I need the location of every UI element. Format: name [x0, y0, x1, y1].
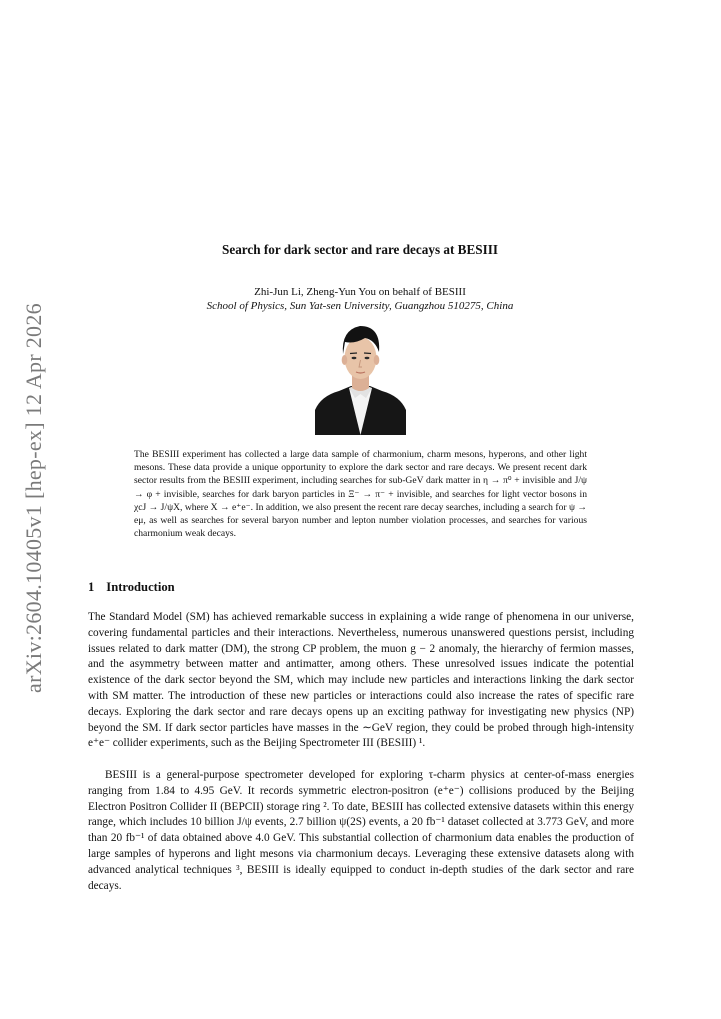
- paragraph-text: The Standard Model (SM) has achieved remarkable success in explaining a wide range of phenomena in our universe, covering fundamental particles and their interactions. Nevertheless, numerous unanswered questions persist, including issues related to dark matter (DM), the strong CP problem, the muon g − 2 anomaly, the hierarchy of fermion masses, and the asymmetry between matter and antimatter, among others. These unresolved issues indicate the potential existence of the dark sector beyond the SM, which may include new particles and interactions linking the dark sector with SM matter. The introduction of these new particles or interactions could also increase the rates of specific rare decays. Exploring the dark sector and rare decays opens up an exciting pathway for investigating new physics (NP) beyond the SM. If dark sector particles have masses in the ∼GeV region, they could be probed through high-intensity e⁺e⁻ collider experiments, such as the Beijing Spectrometer III (BESIII) ¹.: [88, 611, 634, 750]
- author-list: Zhi-Jun Li, Zheng-Yun You on behalf of BESIII: [254, 286, 466, 298]
- section-heading-introduction: [88, 580, 175, 595]
- body-paragraph-2: [88, 768, 634, 894]
- section-number: 1: [88, 580, 95, 594]
- arxiv-identifier: arXiv:2604.10405v1 [hep-ex] 12 Apr 2026: [21, 303, 47, 693]
- arxiv-side-stamp: [8, 296, 60, 700]
- affiliation: School of Physics, Sun Yat-sen University, Guangzhou 510275, China: [206, 300, 514, 312]
- section-title: Introduction: [106, 580, 175, 594]
- paper-title: Search for dark sector and rare decays at BESIII: [222, 242, 498, 257]
- author-portrait-photo: [315, 318, 406, 435]
- abstract-text: The BESIII experiment has collected a large data sample of charmonium, charm mesons, hyperons, and other light mesons. These data provide a unique opportunity to explore the dark sector and rare decays. We present recent dark sector results from the BESIII experiment, including searches for sub-GeV dark matter in η → π⁰ + invisible and J/ψ → φ + invisible, searches for dark baryon particles in Ξ⁻ → π⁻ + invisible, and searches for light vector bosons in χcJ → J/ψX, where X → e⁺e⁻. In addition, we also present the recent rare decay searches, including a search for ψ → eμ, as well as searches for several baryon number and lepton number violation processes, and searches for various charmonium weak decays.: [134, 449, 587, 540]
- abstract: [134, 448, 587, 540]
- paragraph-text: BESIII is a general-purpose spectrometer developed for exploring τ-charm physics at center-of-mass energies ranging from 1.84 to 4.95 GeV. It records symmetric electron-positron (e⁺e⁻) collisions produced by the Beijing Electron Positron Collider II (BEPCII) storage ring ². To date, BESIII has collected extensive datasets within this energy range, which includes 10 billion J/ψ events, 2.7 billion ψ(2S) events, a 20 fb⁻¹ dataset collected at 3.773 GeV, and more than 20 fb⁻¹ of data obtained above 4.0 GeV. This substantial collection of charmonium data enables the production of large samples of hyperons and light mesons via charmonium decays. Leveraging these extensive datasets along with advanced analytical techniques ³, BESIII is ideally equipped to conduct in-depth studies of the dark sector and rare decays.: [88, 769, 634, 892]
- body-paragraph-1: [88, 610, 634, 752]
